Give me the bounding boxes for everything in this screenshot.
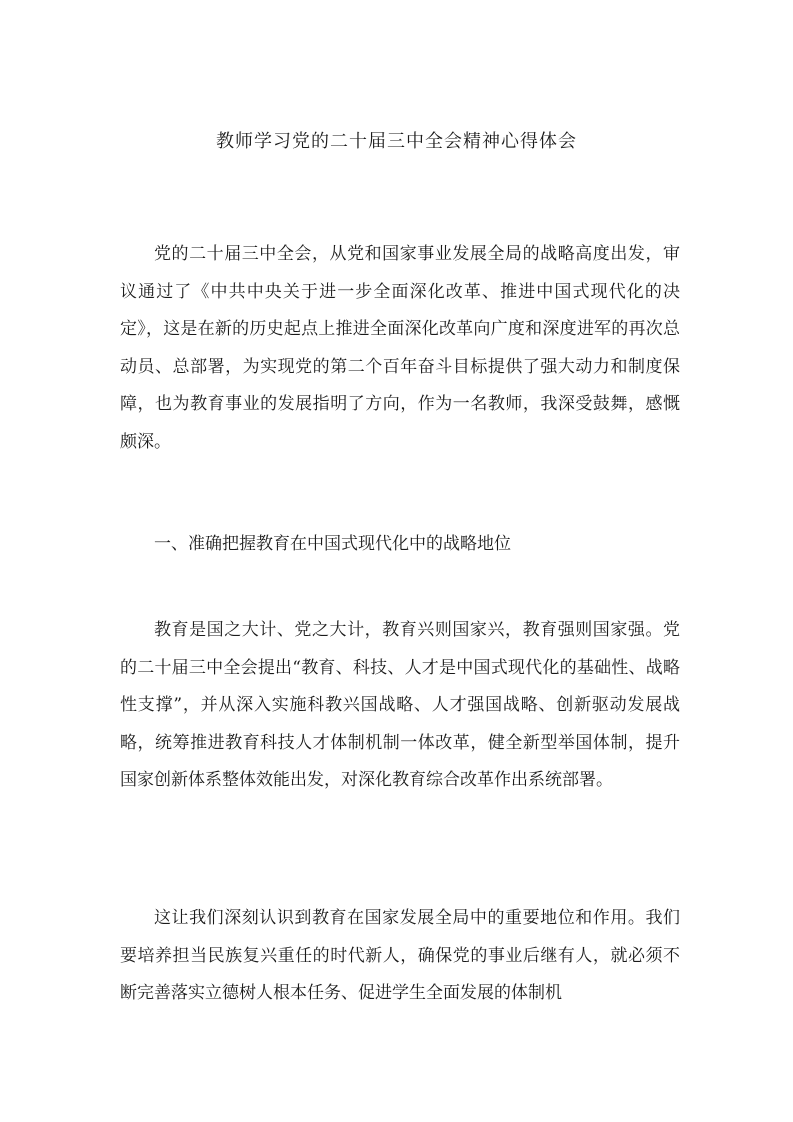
paragraph-education: 教育是国之大计、党之大计，教育兴则国家兴，教育强则国家强。党的二十届三中全会提出“教育、科技、人才是中国式现代化的基础性、战略性支撑”，并从深入实施科教兴国战略、人才强国战略、创新驱动发展战略，统筹推进教育科技人才体制机制一体改革，健全新型举国体制，提升国家创新体系整体效能出发，对深化教育综合改革作出系统部署。: [120, 620, 680, 791]
paragraph-significance: 这让我们深刻认识到教育在国家发展全局中的重要地位和作用。我们要培养担当民族复兴重任的时代新人，确保党的事业后继有人，就必须不断完善落实立德树人根本任务、促进学生全面发展的体制机: [120, 908, 680, 1004]
document-title: 教师学习党的二十届三中全会精神心得体会: [216, 131, 577, 152]
paragraph-intro: 党的二十届三中全会，从党和国家事业发展全局的战略高度出发，审议通过了《中共中央关于进一步全面深化改革、推进中国式现代化的决定》，这是在新的历史起点上推进全面深化改革向广度和深度进军的再次总动员、总部署，为实现党的第二个百年奋斗目标提供了强大动力和制度保障，也为教育事业的发展指明了方向，作为一名教师，我深受鼓舞，感慨颇深。: [120, 244, 680, 452]
section-heading: 一、准确把握教育在中国式现代化中的战略地位: [154, 534, 511, 554]
